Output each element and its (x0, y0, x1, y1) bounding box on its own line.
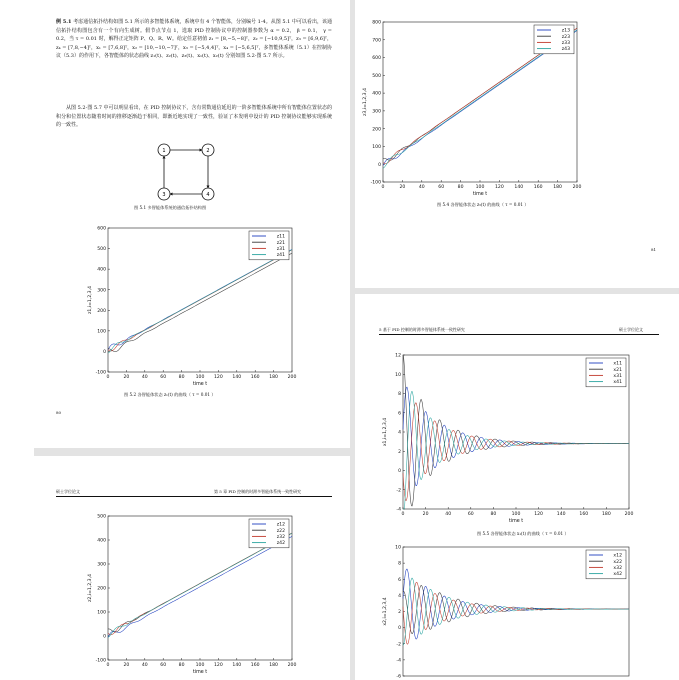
x-tick-label: 40 (445, 512, 452, 517)
chart-fig-5-5 (377, 347, 639, 527)
legend-label-z41: z41 (276, 253, 285, 259)
x-tick-label: 80 (178, 375, 185, 380)
legend-label-x42: x42 (613, 572, 622, 578)
plot-caption-fig-5-4: 图 5.4 各智能体状态 z₃(t) 的曲线（ τ = 0.01 ） (437, 202, 529, 207)
topology-diagram (149, 142, 229, 207)
legend-label-x32: x32 (613, 566, 622, 571)
paragraph-1-text: 考虑通信拓扑结构如图 5.1 所示的多智能体系统，系统中有 4 个智能体，分别编号 1-4。从图 5.1 中可以看出，该通信拓扑结构图包含有一个有向生成树。假节点节点 1，选取 PID 控制协议中的控制器参数为 α = 0.2， β = 0.1， γ = 0.2，当 τ = 0.01 时，解得正定矩阵 P、Q、R、W。给定任意初值 z₁ = [8,−5,−8]ᵀ，z₂ = [−10,9,5]ᵀ，z₃ = [6,9,6]ᵀ，z₄ = [7,8,−4]ᵀ，x₁ = [7,6,8]ᵀ，x₂ = [10,−10,−7]ᵀ，x₃ = [−5,4,4]ᵀ，x₄ = [−5,6,5]ᵀ，多智能体系统（5.1）在控制协议（5.3）的作用下，各智能体的状态曲线 z₁(t)、z₂(t)、z₃(t)、x₁(t)、x₂(t) 分别如图 5.2-图 5.7 所示。 (56, 19, 332, 59)
x-tick-label: 80 (178, 663, 185, 668)
y-tick-label: 300 (97, 562, 106, 568)
legend-label-z13: z13 (561, 28, 570, 34)
x-tick-label: 140 (556, 512, 566, 517)
y-tick-label: 400 (372, 91, 381, 97)
legend-label-x41: x41 (613, 380, 622, 386)
y-tick-label: 300 (372, 109, 381, 115)
svg-text:2: 2 (206, 148, 210, 154)
x-tick-label: 40 (141, 663, 148, 668)
x-tick-label: 40 (141, 375, 148, 380)
legend-label-z12: z12 (276, 522, 285, 528)
y-tick-label: 6 (398, 577, 401, 583)
x-tick-label: 0 (106, 375, 110, 380)
y-tick-label: -4 (396, 658, 401, 664)
example-label: 例 5.1 (56, 19, 72, 25)
y-tick-label: -6 (396, 674, 401, 680)
header-rule (379, 334, 659, 335)
x-tick-label: 0 (106, 663, 110, 668)
y-tick-label: 0 (103, 634, 106, 640)
node-1 (158, 144, 170, 156)
chart-fig-5-3 (82, 508, 302, 678)
y-tick-label: 12 (395, 353, 401, 359)
legend-label-x21: x21 (613, 367, 622, 373)
legend-label-x31: x31 (613, 374, 622, 379)
y-tick-label: -2 (396, 642, 401, 648)
svg-text:3: 3 (162, 192, 166, 198)
legend-label-z22: z22 (276, 528, 285, 534)
x-axis-label: time t (192, 382, 208, 387)
y-tick-label: 0 (378, 162, 381, 168)
x-tick-label: 20 (399, 185, 406, 190)
x-axis-label: time t (472, 192, 488, 197)
x-tick-label: 60 (438, 185, 445, 190)
x-tick-label: 40 (418, 185, 425, 190)
y-tick-label: 100 (372, 145, 381, 151)
x-tick-label: 200 (624, 512, 634, 517)
y-tick-label: 800 (372, 20, 381, 26)
y-tick-label: 8 (398, 392, 401, 398)
y-tick-label: 500 (97, 514, 106, 520)
x-tick-label: 80 (490, 512, 497, 517)
x-tick-label: 140 (514, 185, 524, 190)
y-tick-label: 300 (97, 288, 106, 294)
paragraph-2-text: 从图 5.2-图 5.7 中可以明显看出，在 PID 控制协议下，含有常数通信延迟的一阶多智能体系统中所有智能体位置状态的积分和位置状态随着时间的推移逐渐趋于相同，即渐近地实现了一致性，验证了本发明中设计的 PID 控制协议能够实现系统的一致性。 (56, 105, 332, 128)
y-axis-label: x2,i=1,2,3,4 (383, 597, 388, 626)
page-4 (365, 295, 679, 680)
x-tick-label: 60 (160, 375, 167, 380)
header-left: 硕士学位论文 (56, 489, 80, 494)
y-tick-label: 0 (398, 626, 401, 632)
x-tick-label: 180 (602, 512, 611, 517)
x-tick-label: 0 (401, 512, 405, 517)
legend-label-z32: z32 (276, 535, 285, 540)
header-right: 第 5 章 PID 控制的时滞多智能体系统一致性研究 (214, 489, 302, 494)
legend-label-x22: x22 (613, 559, 622, 565)
y-tick-label: -2 (396, 488, 401, 494)
legend-label-z23: z23 (561, 34, 570, 40)
node-2 (202, 144, 214, 156)
y-tick-label: 600 (97, 226, 106, 232)
legend-label-z43: z43 (561, 47, 570, 53)
page-gap-horizontal (355, 288, 679, 294)
y-tick-label: 10 (395, 545, 401, 551)
x-tick-label: 180 (553, 185, 562, 190)
page-gap-vertical (350, 0, 355, 680)
y-tick-label: 4 (398, 430, 401, 436)
x-tick-label: 160 (250, 375, 260, 380)
x-tick-label: 20 (422, 512, 429, 517)
y-tick-label: 4 (398, 593, 401, 599)
y-tick-label: 400 (97, 538, 106, 544)
x-tick-label: 200 (287, 663, 297, 668)
legend-label-x11: x11 (613, 361, 622, 367)
y-tick-label: 6 (398, 411, 401, 417)
x-tick-label: 120 (214, 663, 223, 668)
y-tick-label: 100 (97, 610, 106, 616)
y-axis-label: z2,i=1,2,3,4 (88, 574, 93, 602)
x-tick-label: 160 (250, 663, 260, 668)
x-tick-label: 60 (467, 512, 474, 517)
y-tick-label: 500 (97, 247, 106, 253)
y-tick-label: 0 (103, 350, 106, 356)
y-tick-label: -4 (396, 507, 401, 513)
y-tick-label: 2 (398, 449, 401, 455)
y-tick-label: 2 (398, 610, 401, 616)
x-tick-label: 140 (232, 663, 242, 668)
chart-fig-5-6 (377, 539, 639, 680)
legend-label-z21: z21 (276, 240, 285, 246)
plot-caption-fig-5-2: 图 5.2 各智能体状态 z₁(t) 的曲线（ τ = 0.01 ） (124, 392, 216, 397)
legend-label-z11: z11 (276, 234, 285, 240)
x-tick-label: 160 (579, 512, 589, 517)
node-3 (158, 188, 170, 200)
x-tick-label: 160 (533, 185, 543, 190)
y-tick-label: 200 (97, 586, 106, 592)
y-tick-label: -100 (95, 658, 106, 664)
x-tick-label: 120 (534, 512, 543, 517)
x-tick-label: 100 (195, 375, 205, 380)
svg-text:4: 4 (206, 192, 210, 198)
y-tick-label: 200 (372, 127, 381, 133)
y-axis-label: z3,i=1,2,3,4 (363, 88, 368, 116)
y-tick-label: 8 (398, 561, 401, 567)
x-tick-label: 120 (214, 375, 223, 380)
header-rule (56, 496, 332, 497)
header-left: 5 基于 PID 控制的时滞多智能体系统一致性研究 (379, 327, 465, 332)
x-tick-label: 100 (475, 185, 485, 190)
x-tick-label: 200 (287, 375, 297, 380)
y-tick-label: 400 (97, 267, 106, 273)
x-axis-label: time t (192, 670, 208, 675)
y-tick-label: 200 (97, 308, 106, 314)
plot-caption-fig-5-5: 图 5.5 各智能体状态 x₁(t) 的曲线（ τ = 0.01 ） (477, 531, 569, 536)
page-number: 81 (651, 247, 657, 252)
legend-label-z42: z42 (276, 541, 285, 547)
x-axis-label: time t (508, 519, 524, 524)
header-right: 硕士学位论文 (619, 327, 643, 332)
chart-fig-5-2 (82, 220, 302, 390)
x-tick-label: 60 (160, 663, 167, 668)
legend-label-z33: z33 (561, 41, 570, 46)
legend-label-z31: z31 (276, 247, 285, 252)
x-tick-label: 100 (195, 663, 205, 668)
x-tick-label: 20 (123, 375, 130, 380)
x-tick-label: 180 (269, 375, 278, 380)
paragraph-1 (56, 18, 332, 61)
page-3 (34, 456, 350, 680)
x-tick-label: 140 (232, 375, 242, 380)
y-tick-label: 100 (97, 329, 106, 335)
y-axis-label: x1,i=1,2,3,4 (383, 417, 388, 447)
margin-left (0, 0, 34, 680)
page-number: 80 (56, 410, 62, 415)
y-tick-label: 500 (372, 73, 381, 79)
y-tick-label: 700 (372, 38, 381, 44)
y-tick-label: 0 (398, 469, 401, 475)
x-tick-label: 180 (269, 663, 278, 668)
x-tick-label: 120 (495, 185, 504, 190)
diagram-caption: 图 5.1 多智能体系统的通信拓扑结构图 (134, 205, 207, 210)
svg-text:1: 1 (162, 148, 166, 154)
chart-fig-5-4 (357, 14, 587, 200)
x-tick-label: 200 (572, 185, 582, 190)
paragraph-2 (56, 104, 332, 130)
y-tick-label: 10 (395, 372, 401, 378)
y-tick-label: -100 (370, 180, 381, 186)
y-axis-label: z1,i=1,2,3,4 (88, 286, 93, 314)
page-2 (355, 12, 679, 290)
x-tick-label: 0 (381, 185, 385, 190)
x-tick-label: 20 (123, 663, 130, 668)
page-gap-left (34, 448, 350, 456)
page-1 (34, 12, 350, 448)
y-tick-label: -100 (95, 370, 106, 376)
legend-label-x12: x12 (613, 553, 622, 559)
y-tick-label: 600 (372, 56, 381, 62)
x-tick-label: 80 (457, 185, 464, 190)
x-tick-label: 100 (511, 512, 521, 517)
node-4 (202, 188, 214, 200)
